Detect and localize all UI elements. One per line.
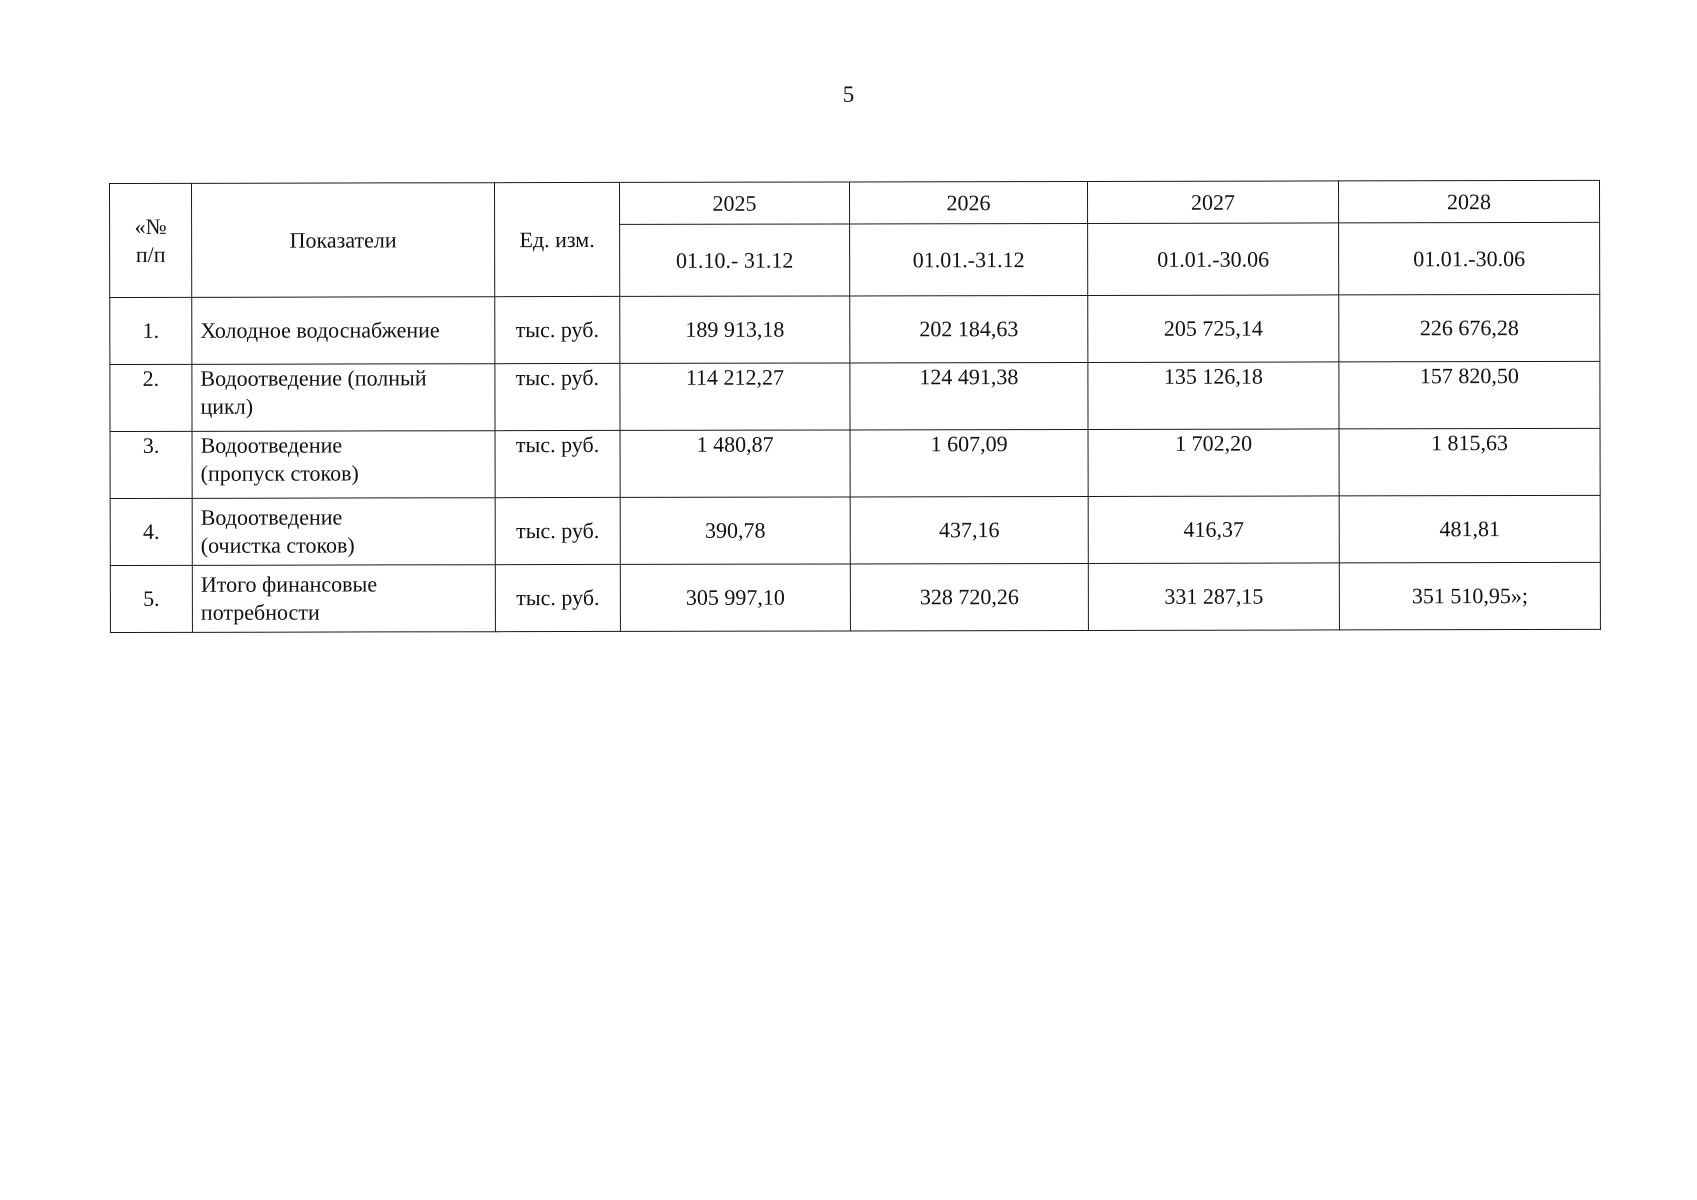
- row-value: 351 510,95»;: [1339, 562, 1600, 630]
- header-year: 2026: [849, 181, 1087, 223]
- table-row: [110, 294, 1600, 364]
- table-row: [110, 495, 1600, 565]
- row-number: 4.: [110, 498, 192, 565]
- row-value: 1 607,09: [850, 429, 1088, 496]
- row-unit: тыс. руб.: [495, 363, 620, 430]
- row-unit: тыс. руб.: [495, 497, 620, 564]
- header-year: 2025: [619, 182, 849, 224]
- row-value: 124 491,38: [850, 362, 1088, 429]
- row-value: 1 702,20: [1088, 429, 1339, 497]
- row-value: 189 913,18: [620, 296, 850, 363]
- row-value: 157 820,50: [1339, 361, 1600, 429]
- table-row: [110, 361, 1600, 431]
- row-unit: тыс. руб.: [495, 564, 620, 631]
- header-indicator: Показатели: [192, 183, 495, 298]
- row-indicator: Холодное водоснабжение: [192, 297, 495, 365]
- row-value: 437,16: [850, 496, 1088, 563]
- row-number: 1.: [110, 297, 192, 364]
- row-value: 305 997,10: [620, 564, 850, 631]
- row-value: 1 815,63: [1339, 428, 1600, 496]
- financial-needs-table: [109, 180, 1601, 633]
- header-period: 01.01.-31.12: [850, 223, 1088, 295]
- header-year: 2027: [1087, 181, 1338, 224]
- row-indicator: Водоотведение (полный цикл): [192, 364, 495, 432]
- header-period: 01.01.-30.06: [1088, 223, 1339, 296]
- table-row: [110, 428, 1600, 498]
- row-value: 1 480,87: [620, 430, 850, 497]
- row-indicator: Итого финансовые потребности: [192, 565, 495, 633]
- row-indicator: Водоотведение (очистка стоков): [192, 498, 495, 566]
- row-number: 2.: [110, 364, 192, 431]
- header-year: 2028: [1338, 180, 1599, 223]
- row-value: 390,78: [620, 497, 850, 564]
- header-row-years: [110, 180, 1600, 225]
- row-value: 481,81: [1339, 495, 1600, 563]
- row-indicator: Водоотведение (пропуск стоков): [192, 431, 495, 499]
- row-value: 416,37: [1088, 496, 1339, 564]
- row-value: 331 287,15: [1088, 563, 1339, 631]
- header-period: 01.01.-30.06: [1339, 222, 1600, 295]
- row-unit: тыс. руб.: [495, 296, 620, 363]
- row-value: 135 126,18: [1088, 362, 1339, 430]
- header-unit: Ед. изм.: [495, 182, 620, 296]
- page-number: 5: [842, 82, 855, 107]
- row-unit: тыс. руб.: [495, 430, 620, 497]
- header-num: «№ п/п: [110, 183, 192, 297]
- row-value: 114 212,27: [620, 363, 850, 430]
- table-row: [110, 562, 1600, 632]
- row-value: 226 676,28: [1339, 294, 1600, 362]
- row-value: 202 184,63: [850, 295, 1088, 362]
- row-value: 205 725,14: [1088, 295, 1339, 363]
- row-number: 3.: [110, 431, 192, 498]
- row-value: 328 720,26: [850, 563, 1088, 630]
- row-number: 5.: [110, 565, 192, 632]
- header-period: 01.10.- 31.12: [620, 224, 850, 296]
